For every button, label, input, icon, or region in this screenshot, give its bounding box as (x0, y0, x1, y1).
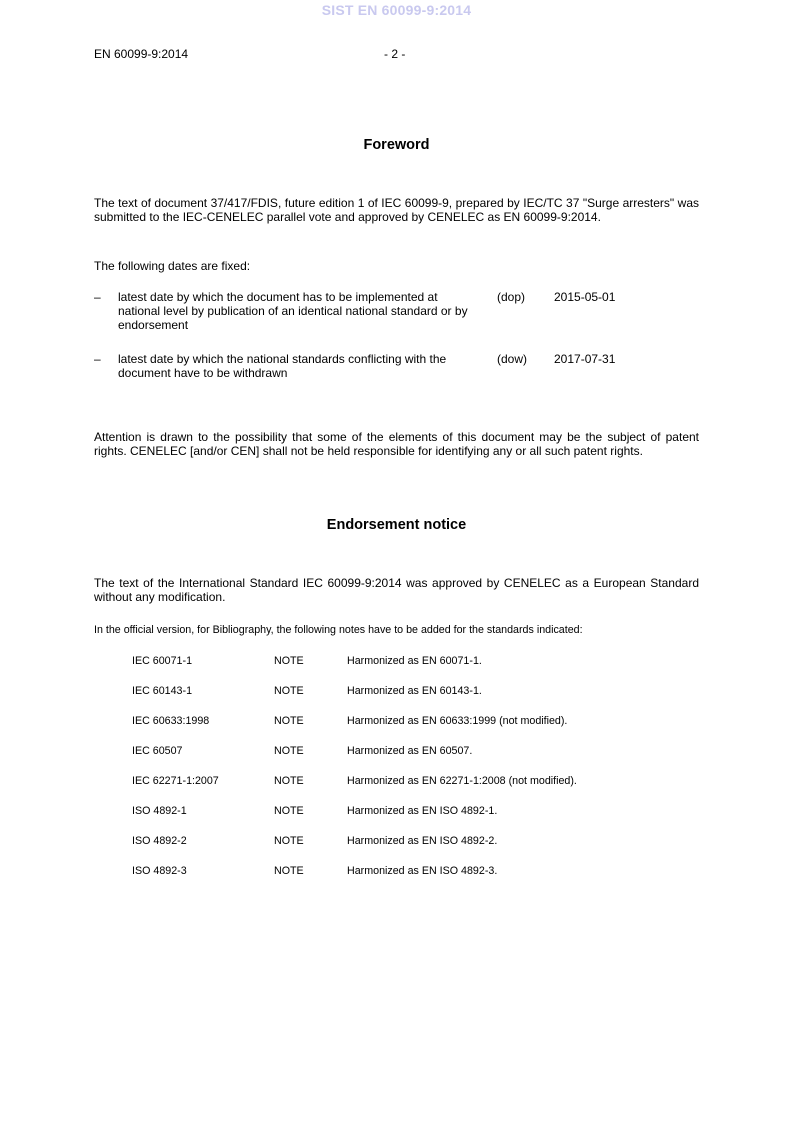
date-item-text: latest date by which the document has to be implemented at national level by publication of an identical national standard or by endorsement (118, 290, 468, 332)
note-row (132, 744, 692, 758)
dates-intro: The following dates are fixed: (94, 259, 251, 273)
bullet-dash: – (94, 290, 101, 304)
note-row (132, 684, 692, 698)
note-row (132, 774, 692, 788)
note-standard: IEC 60143-1 (132, 685, 193, 697)
note-kind: NOTE (274, 655, 304, 667)
note-text: Harmonized as EN 62271-1:2008 (not modified). (347, 775, 577, 787)
note-row (132, 804, 692, 818)
bullet-dash: – (94, 352, 101, 366)
notes-intro: In the official version, for Bibliography, the following notes have to be added for the standards indicated: (94, 624, 583, 636)
note-kind: NOTE (274, 835, 304, 847)
watermark: SIST EN 60099-9:2014 (321, 2, 472, 18)
note-text: Harmonized as EN 60507. (347, 745, 473, 757)
note-text: Harmonized as EN ISO 4892-3. (347, 865, 498, 877)
endorsement-title: Endorsement notice (326, 517, 467, 533)
note-kind: NOTE (274, 685, 304, 697)
note-standard: ISO 4892-2 (132, 835, 187, 847)
note-kind: NOTE (274, 715, 304, 727)
note-standard: IEC 60507 (132, 745, 183, 757)
note-kind: NOTE (274, 745, 304, 757)
date-item-date: 2015-05-01 (554, 290, 616, 304)
note-text: Harmonized as EN 60071-1. (347, 655, 482, 667)
note-text: Harmonized as EN 60633:1999 (not modified). (347, 715, 568, 727)
foreword-intro: The text of document 37/417/FDIS, future edition 1 of IEC 60099-9, prepared by IEC/TC 37 "Surge arresters" was submitted to the IEC-CENELEC parallel vote and approved by CENELEC as EN 60099-9:2014. (94, 196, 699, 224)
date-item-dow (94, 352, 699, 382)
note-standard: ISO 4892-1 (132, 805, 187, 817)
date-item-text: latest date by which the national standards conflicting with the document have to be withdrawn (118, 352, 447, 380)
note-text: Harmonized as EN ISO 4892-2. (347, 835, 498, 847)
note-row (132, 834, 692, 848)
note-standard: IEC 60071-1 (132, 655, 193, 667)
header-doc-id: EN 60099-9:2014 (94, 47, 189, 61)
note-row (132, 654, 692, 668)
note-row (132, 864, 692, 878)
note-kind: NOTE (274, 805, 304, 817)
date-item-abbr: (dow) (497, 352, 528, 366)
note-standard: IEC 60633:1998 (132, 715, 210, 727)
note-row (132, 714, 692, 728)
note-standard: IEC 62271-1:2007 (132, 775, 219, 787)
note-text: Harmonized as EN 60143-1. (347, 685, 482, 697)
note-text: Harmonized as EN ISO 4892-1. (347, 805, 498, 817)
note-kind: NOTE (274, 775, 304, 787)
note-kind: NOTE (274, 865, 304, 877)
date-item-dop (94, 290, 699, 334)
foreword-title: Foreword (363, 137, 430, 153)
endorsement-text: The text of the International Standard IEC 60099-9:2014 was approved by CENELEC as a European Standard without any modification. (94, 576, 699, 604)
patent-attention: Attention is drawn to the possibility that some of the elements of this document may be the subject of patent rights. CENELEC [and/or CEN] shall not be held responsible for identifying any or all such patent rights. (94, 430, 699, 458)
header-page-number: - 2 - (384, 47, 406, 61)
note-standard: ISO 4892-3 (132, 865, 187, 877)
date-item-date: 2017-07-31 (554, 352, 616, 366)
date-item-abbr: (dop) (497, 290, 526, 304)
